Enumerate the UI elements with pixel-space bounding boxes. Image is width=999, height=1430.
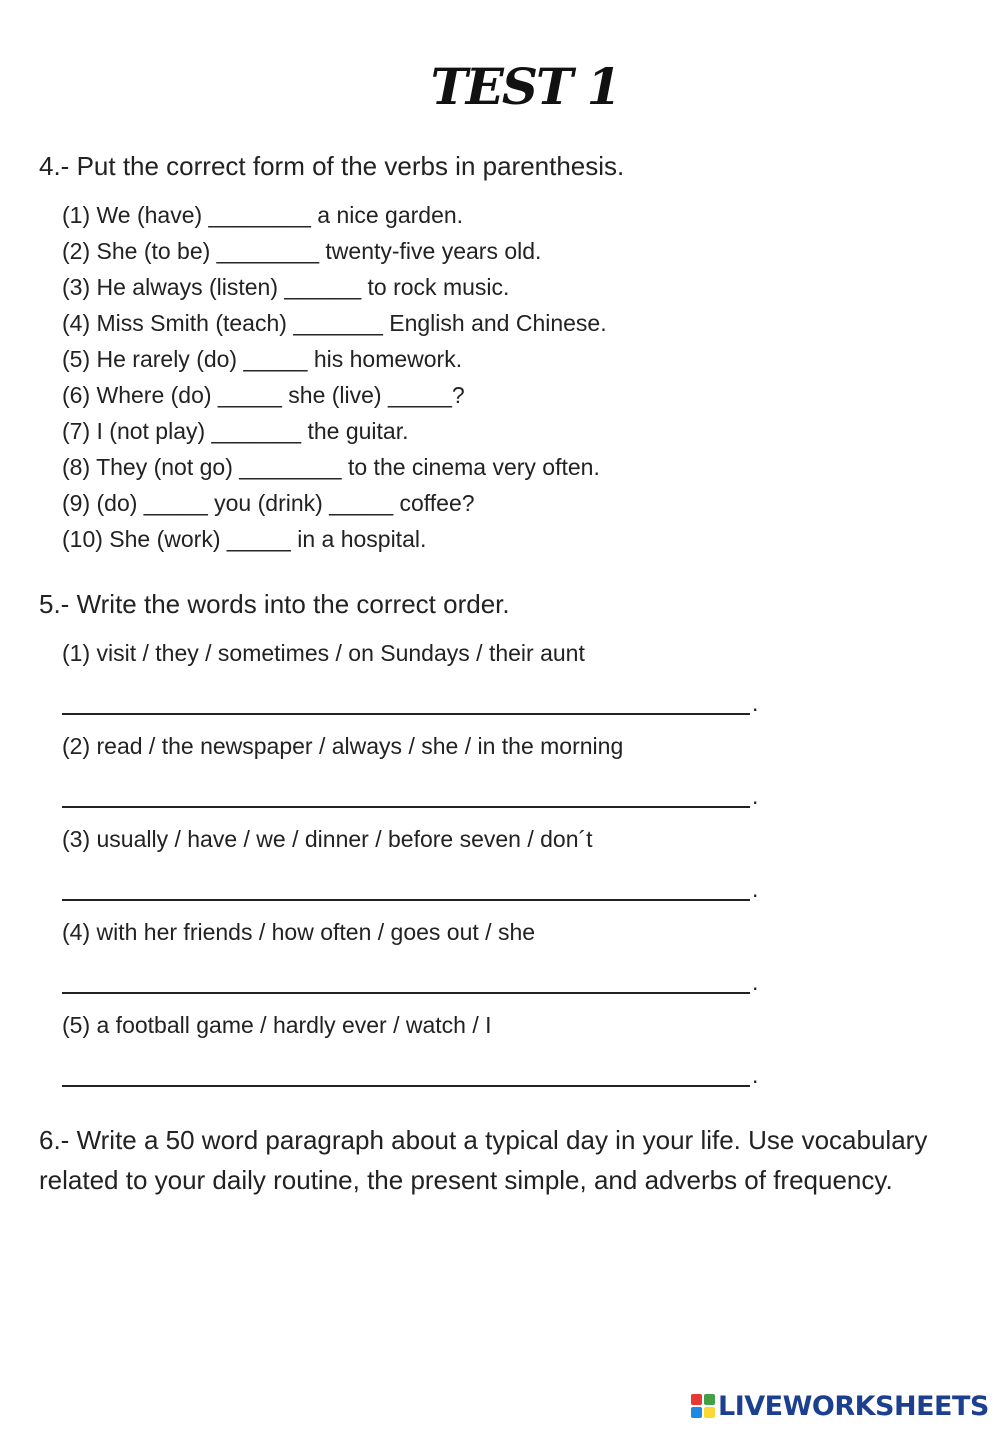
answer-period: .	[752, 876, 759, 902]
answer-line-2[interactable]	[62, 778, 762, 808]
answer-line-4[interactable]	[62, 964, 762, 994]
answer-line-3[interactable]	[62, 871, 762, 901]
answer-line-5[interactable]	[62, 1057, 762, 1087]
verb-item-3: (3) He always (listen) ______ to rock music.	[62, 274, 510, 300]
verb-item-4: (4) Miss Smith (teach) _______ English and Chinese.	[62, 310, 607, 336]
verb-exercise-list	[62, 200, 607, 560]
answer-underline	[62, 873, 750, 901]
verb-item-1: (1) We (have) ________ a nice garden.	[62, 202, 464, 228]
order-prompt-5: (5) a football game / hardly ever / watch / I	[62, 1012, 492, 1038]
brand-name: LIVEWORKSHEETS	[718, 1390, 989, 1422]
order-item-4	[62, 917, 762, 994]
page-title: TEST 1	[430, 57, 620, 116]
answer-period: .	[752, 969, 759, 995]
answer-period: .	[752, 1062, 759, 1088]
answer-underline	[62, 687, 750, 715]
order-item-5	[62, 1010, 762, 1087]
answer-period: .	[752, 783, 759, 809]
answer-line-1[interactable]	[62, 685, 762, 715]
verb-item-10: (10) She (work) _____ in a hospital.	[62, 526, 427, 552]
section-5-heading: 5.- Write the words into the correct order.	[39, 589, 510, 619]
logo-square-blue	[691, 1407, 702, 1418]
answer-period: .	[752, 690, 759, 716]
order-item-2	[62, 731, 762, 808]
section-6-instructions: 6.- Write a 50 word paragraph about a typical day in your life. Use vocabulary related to your daily routine, the present simple, and adverbs of frequency.	[39, 1125, 928, 1195]
verb-item-7: (7) I (not play) _______ the guitar.	[62, 418, 409, 444]
verb-item-9: (9) (do) _____ you (drink) _____ coffee?	[62, 490, 475, 516]
order-item-1	[62, 638, 762, 715]
logo-square-red	[691, 1394, 702, 1405]
answer-underline	[62, 966, 750, 994]
verb-item-5: (5) He rarely (do) _____ his homework.	[62, 346, 463, 372]
order-prompt-3: (3) usually / have / we / dinner / before seven / don´t	[62, 826, 593, 852]
order-prompt-1: (1) visit / they / sometimes / on Sundays / their aunt	[62, 640, 585, 666]
logo-square-yellow	[704, 1407, 715, 1418]
order-prompt-4: (4) with her friends / how often / goes out / she	[62, 919, 536, 945]
verb-item-2: (2) She (to be) ________ twenty-five years old.	[62, 238, 542, 264]
logo-square-green	[704, 1394, 715, 1405]
verb-item-8: (8) They (not go) ________ to the cinema very often.	[62, 454, 600, 480]
liveworksheets-brand[interactable]	[691, 1388, 989, 1424]
answer-underline	[62, 780, 750, 808]
answer-underline	[62, 1059, 750, 1087]
section-4-heading: 4.- Put the correct form of the verbs in parenthesis.	[39, 151, 625, 181]
order-item-3	[62, 824, 762, 901]
verb-item-6: (6) Where (do) _____ she (live) _____?	[62, 382, 465, 408]
order-prompt-2: (2) read / the newspaper / always / she / in the morning	[62, 733, 624, 759]
liveworksheets-logo-icon	[691, 1394, 715, 1418]
